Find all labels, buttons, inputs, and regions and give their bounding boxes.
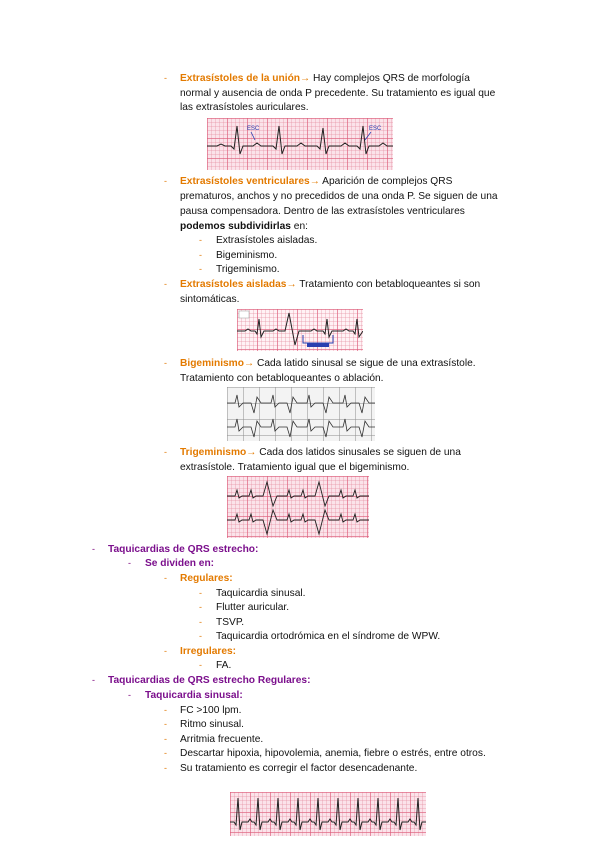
bullet-dash: - xyxy=(164,358,167,368)
heading-ventricular: Extrasístoles ventriculares xyxy=(180,176,310,187)
list-item: Trigeminismo. xyxy=(216,264,280,275)
ecg-strip-aisladas xyxy=(237,309,363,351)
text-bold: podemos subdividirlas xyxy=(180,221,291,232)
list-item: Arritmia frecuente. xyxy=(180,734,264,745)
bullet-dash: - xyxy=(199,631,202,641)
ecg-trace xyxy=(207,118,393,170)
ecg-trace xyxy=(237,309,363,351)
paragraph-ventricular-line2: prematuros, anchos y no precedidos de una onda P. Se siguen de una xyxy=(180,191,498,202)
list-item: FC >100 lpm. xyxy=(180,705,242,716)
list-item: Su tratamiento es corregir el factor desencadenante. xyxy=(180,763,418,774)
bullet-dash: - xyxy=(164,279,167,289)
ecg-label: ESC xyxy=(369,126,382,132)
text: Tratamiento con betabloqueantes si son xyxy=(296,279,481,290)
bullet-dash: - xyxy=(164,573,167,583)
bullet-dash: - xyxy=(164,734,167,744)
text: Aparición de complejos QRS xyxy=(319,176,453,187)
list-item: Taquicardia sinusal. xyxy=(216,588,306,599)
ecg-trace xyxy=(230,792,426,836)
bullet-dash: - xyxy=(199,264,202,274)
arrow-icon: → xyxy=(246,447,257,458)
subheading-taquicardia-sinusal: Taquicardia sinusal: xyxy=(145,690,243,701)
bullet-dash: - xyxy=(164,705,167,715)
bullet-dash: - xyxy=(199,250,202,260)
text: Hay complejos QRS de morfología xyxy=(310,73,470,84)
bullet-dash: - xyxy=(199,602,202,612)
list-item: Bigeminismo. xyxy=(216,250,278,261)
list-item: Ritmo sinusal. xyxy=(180,719,244,730)
heading-aisladas: Extrasístoles aisladas xyxy=(180,279,287,290)
paragraph-aisladas-line1 xyxy=(180,278,480,291)
bullet-dash: - xyxy=(164,646,167,656)
subheading-irregulares: Irregulares: xyxy=(180,646,237,657)
ecg-strip-union xyxy=(207,118,393,170)
list-item: Descartar hipoxia, hipovolemia, anemia, fiebre o estrés, entre otros. xyxy=(180,748,486,759)
paragraph-bigeminismo-line1 xyxy=(180,357,476,370)
bullet-dash: - xyxy=(199,235,202,245)
list-item: Flutter auricular. xyxy=(216,602,290,613)
paragraph-union-line2: normal y ausencia de onda P precedente. Su tratamiento es igual que xyxy=(180,88,496,99)
bullet-dash: - xyxy=(199,588,202,598)
paragraph-ventricular-line3: pausa compensadora. Dentro de las extrasístoles ventriculares xyxy=(180,206,465,217)
ecg-strip-trigeminismo xyxy=(227,476,369,538)
bullet-dash: - xyxy=(128,690,131,700)
subheading-se-dividen: Se dividen en: xyxy=(145,558,215,569)
bullet-dash: - xyxy=(92,675,95,685)
subheading-regulares: Regulares: xyxy=(180,573,233,584)
paragraph-ventricular-line4 xyxy=(180,220,308,233)
heading-bigeminismo: Bigeminismo xyxy=(180,358,244,369)
ecg-trace xyxy=(227,387,375,441)
arrow-icon: → xyxy=(243,358,255,369)
text: en: xyxy=(290,221,308,232)
bullet-dash: - xyxy=(164,763,167,773)
heading-trigeminismo: Trigeminismo xyxy=(180,447,247,458)
bullet-dash: - xyxy=(164,73,167,83)
bullet-dash: - xyxy=(128,558,131,568)
ecg-strip-taquicardia-sinusal xyxy=(230,792,426,836)
bullet-dash: - xyxy=(164,447,167,457)
paragraph-aisladas-line2: sintomáticas. xyxy=(180,294,240,305)
bullet-dash: - xyxy=(92,544,95,554)
paragraph-union-line1 xyxy=(180,72,470,85)
arrow-icon: → xyxy=(286,279,297,290)
heading-qrs-regulares: Taquicardias de QRS estrecho Regulares: xyxy=(108,675,311,686)
paragraph-bigeminismo-line2: Tratamiento con betabloqueantes o ablación. xyxy=(180,373,384,384)
ecg-label: ESC xyxy=(247,126,260,132)
text: Cada dos latidos sinusales se siguen de una xyxy=(256,447,461,458)
list-item: FA. xyxy=(216,660,232,671)
bullet-dash: - xyxy=(164,748,167,758)
arrow-icon: → xyxy=(309,176,320,187)
paragraph-ventricular-line1 xyxy=(180,175,452,188)
list-item: Extrasístoles aisladas. xyxy=(216,235,318,246)
bullet-dash: - xyxy=(199,617,202,627)
text: Cada latido sinusal se sigue de una extrasístole. xyxy=(254,358,476,369)
ecg-trace xyxy=(227,476,369,538)
paragraph-trigeminismo-line1 xyxy=(180,446,461,459)
ecg-strip-bigeminismo xyxy=(227,387,375,441)
paragraph-union-line3: las extrasístoles auriculares. xyxy=(180,102,309,113)
bullet-dash: - xyxy=(164,176,167,186)
paragraph-trigeminismo-line2: extrasístole. Tratamiento igual que el bigeminismo. xyxy=(180,462,410,473)
heading-qrs-estrecho: Taquicardias de QRS estrecho: xyxy=(108,544,259,555)
bullet-dash: - xyxy=(199,660,202,670)
heading-union: Extrasístoles de la unión xyxy=(180,73,301,84)
bullet-dash: - xyxy=(164,719,167,729)
arrow-icon: → xyxy=(300,73,311,84)
list-item: TSVP. xyxy=(216,617,245,628)
list-item: Taquicardia ortodrómica en el síndrome de WPW. xyxy=(216,631,441,642)
